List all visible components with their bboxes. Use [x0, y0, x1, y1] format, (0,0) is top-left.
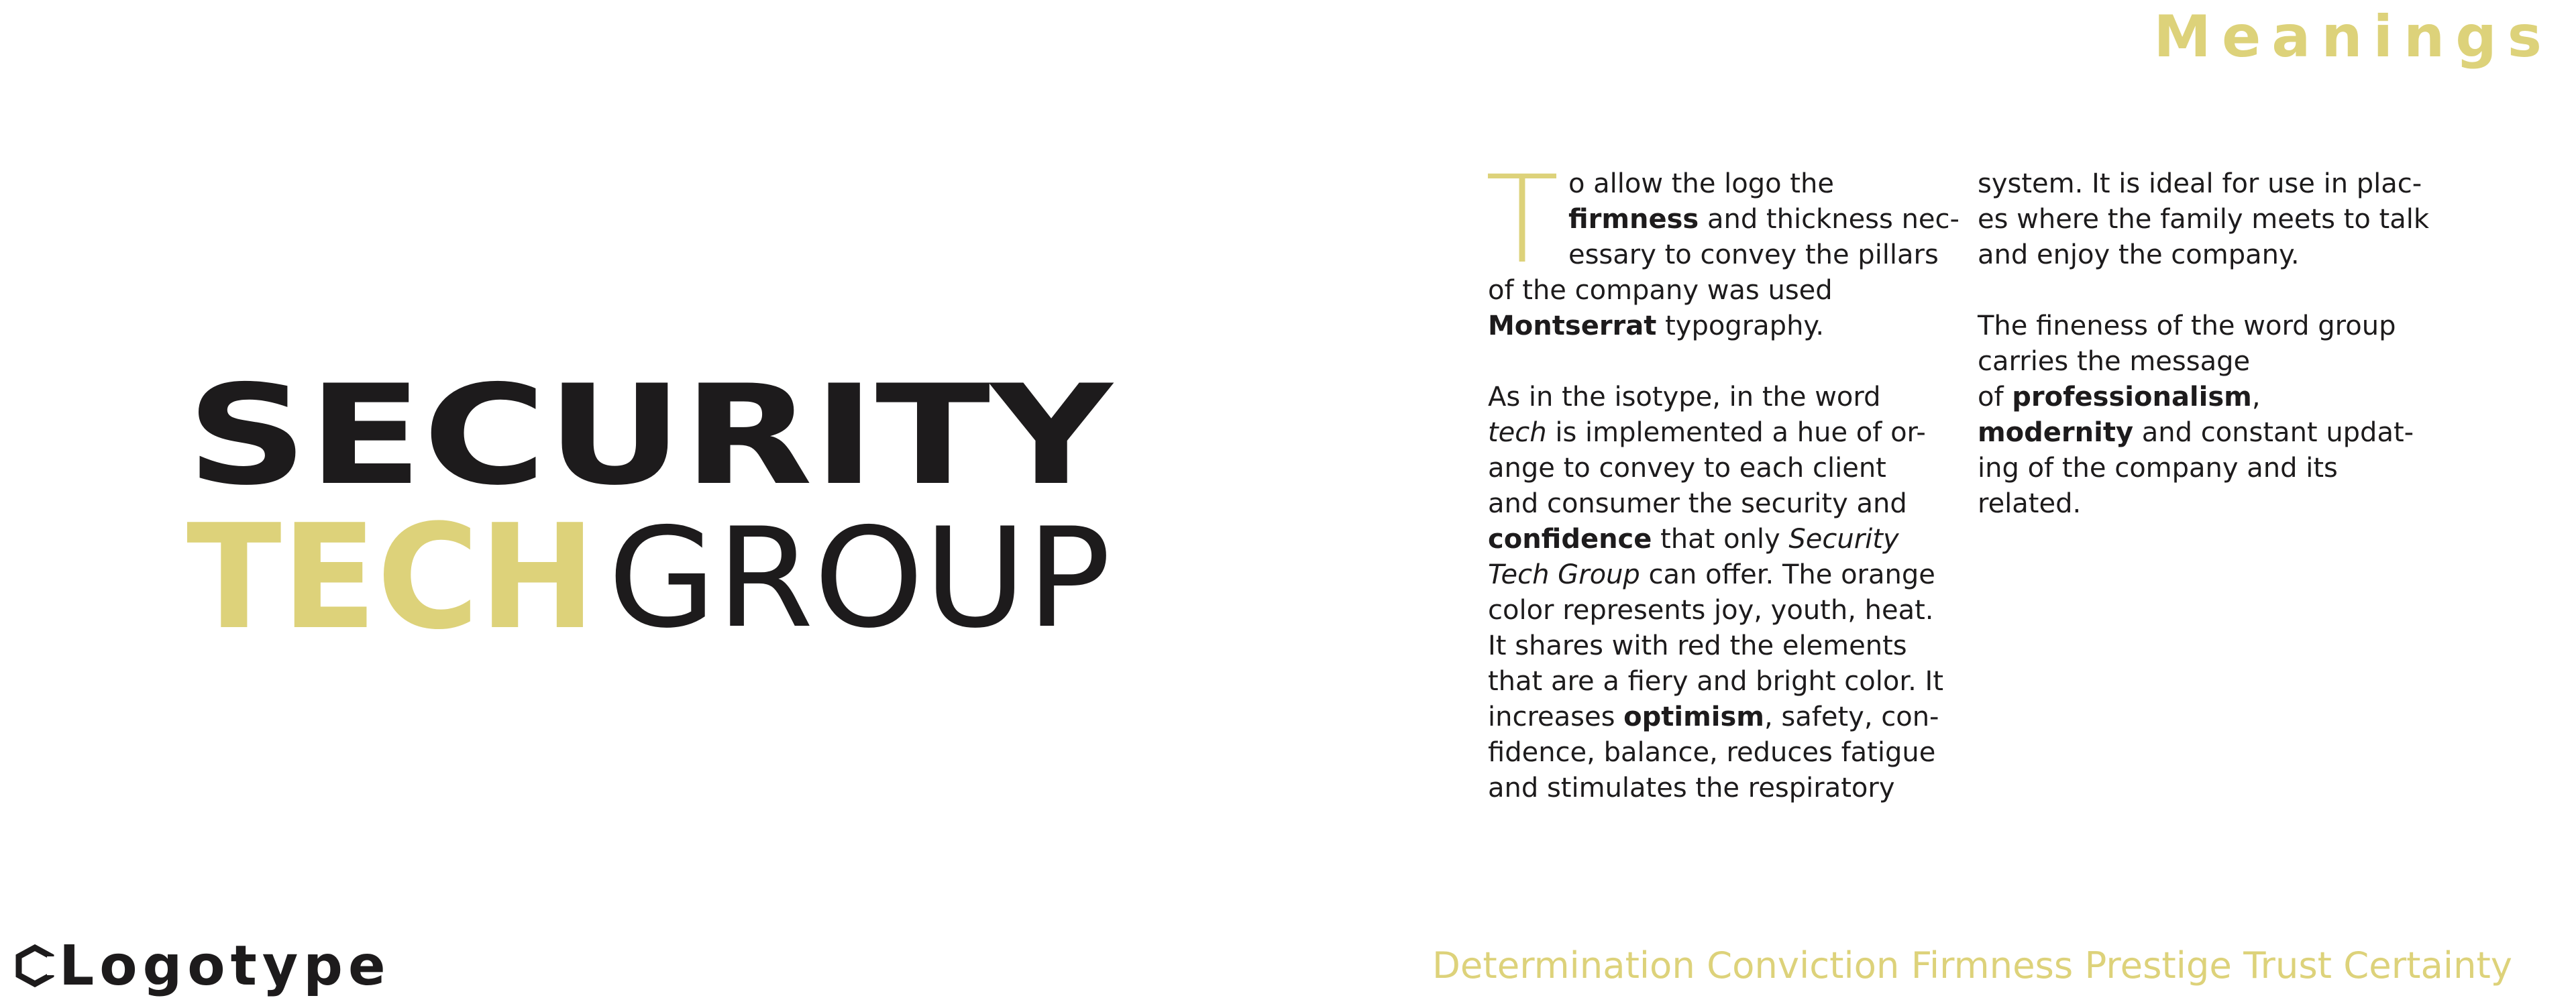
text-fragment: increases [1488, 702, 1624, 732]
text-line: of the company was used [1488, 275, 1833, 306]
page-title: Meanings [2153, 3, 2553, 70]
text-line: color represents joy, youth, heat. [1488, 595, 1934, 626]
bold-text: confidence [1488, 524, 1652, 555]
text-line: essary to convey the pillars [1568, 239, 1939, 270]
text-fragment: is implemented a hue of or- [1546, 417, 1926, 448]
bold-text: professionalism [2012, 382, 2252, 412]
text-line [1978, 415, 2440, 451]
text-line: It shares with red the elements [1488, 630, 1907, 661]
italic-text: Security [1788, 524, 1899, 555]
paragraph-typography [1485, 150, 1960, 344]
text-line [1488, 700, 1951, 735]
text-line [1488, 309, 1951, 344]
logotype-mark [186, 369, 1126, 651]
logo-word-group: GROUP [608, 499, 1111, 651]
text-line [1978, 380, 2440, 415]
text-line [1488, 557, 1951, 593]
text-line: and enjoy the company. [1978, 239, 2300, 270]
text-line: The fineness of the word group [1978, 311, 2396, 341]
logo-word-tech: TECH [186, 493, 596, 651]
bold-text: firmness [1568, 204, 1699, 235]
bold-text: optimism [1623, 702, 1764, 732]
brand-keywords-text: Determination Conviction Firmness Prestige Trust Certainty [1432, 944, 2512, 987]
paragraph-color-continued [1978, 166, 2440, 273]
drop-cap: T [1485, 150, 1559, 290]
text-fragment: , [2251, 382, 2261, 412]
text-fragment: that only [1652, 524, 1789, 555]
footer-label: Logotype [59, 934, 391, 998]
text-line: As in the isotype, in the word [1488, 382, 1881, 412]
text-line: and stimulates the respiratory [1488, 773, 1895, 803]
text-line: ing of the company and its [1978, 453, 2338, 484]
text-line [1488, 415, 1951, 451]
italic-text: Tech Group [1488, 559, 1640, 590]
text-fragment: and thickness nec- [1699, 204, 1960, 235]
paragraph-color [1488, 380, 1951, 806]
text-line: fidence, balance, reduces fatigue [1488, 737, 1936, 768]
bold-text: modernity [1978, 417, 2134, 448]
text-fragment: of [1978, 382, 2012, 412]
footer-section-label [15, 936, 391, 996]
text-fragment: and constant updat- [2133, 417, 2414, 448]
text-line [1488, 522, 1951, 557]
text-line: system. It is ideal for use in plac- [1978, 168, 2422, 199]
text-column-right [1978, 166, 2440, 557]
text-line: ange to convey to each client [1488, 453, 1886, 484]
text-line: carries the message [1978, 346, 2251, 377]
paragraph-group-word [1978, 309, 2440, 522]
hexagon-icon [15, 944, 55, 988]
text-line: o allow the logo the [1568, 168, 1834, 199]
text-line: and consumer the security and [1488, 488, 1907, 519]
text-column-left [1485, 150, 1960, 842]
logo-word-security: SECURITY [186, 369, 1115, 516]
text-fragment: can offer. The orange [1640, 559, 1935, 590]
text-line: that are a fiery and bright color. It [1488, 666, 1944, 697]
meanings-text [1485, 150, 2440, 824]
bold-text: Montserrat [1488, 311, 1657, 341]
brand-keywords [1432, 938, 2519, 1000]
italic-text: tech [1488, 417, 1547, 448]
text-line: related. [1978, 488, 2082, 519]
text-fragment: typography. [1656, 311, 1825, 341]
text-fragment: , safety, con- [1764, 702, 1939, 732]
text-line: es where the family meets to talk [1978, 204, 2430, 235]
